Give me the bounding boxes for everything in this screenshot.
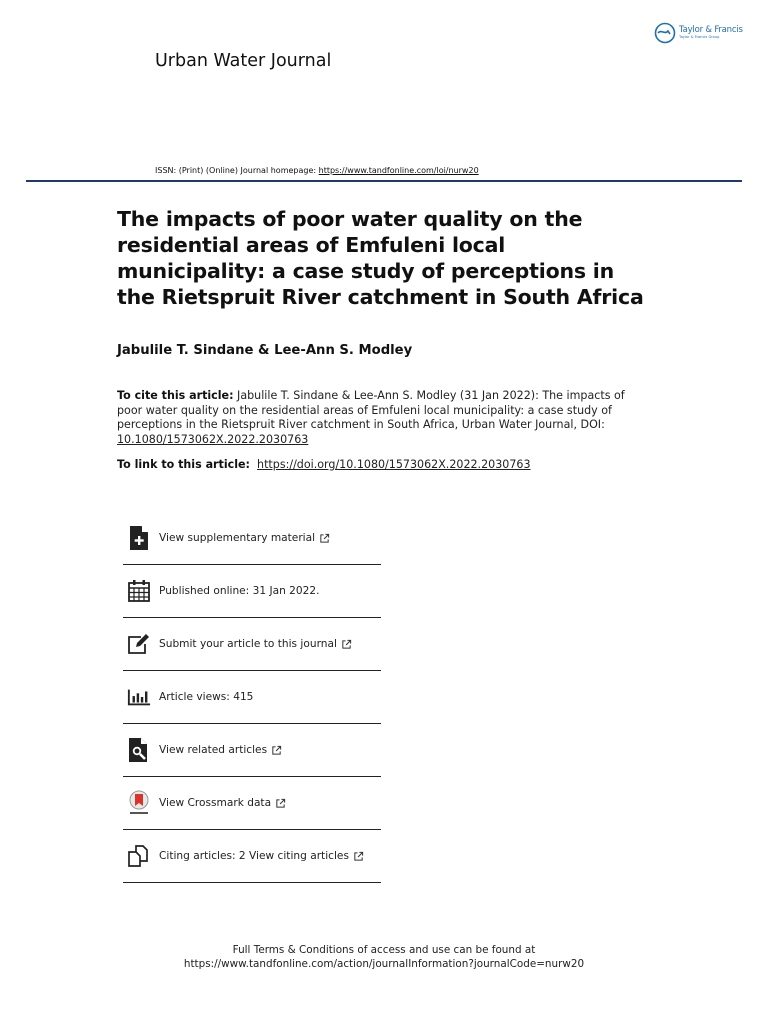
journal-homepage-link[interactable]: https://www.tandfonline.com/loi/nurw20 [318, 166, 479, 175]
footer-terms-url: https://www.tandfonline.com/action/journalInformation?journalCode=nurw20 [183, 958, 585, 970]
supplementary-label: View supplementary material [159, 532, 316, 544]
header-divider [26, 180, 742, 182]
list-item-supplementary[interactable] [123, 512, 381, 565]
edit-icon [127, 631, 151, 657]
list-item-citing[interactable] [123, 830, 381, 883]
issn-line [155, 166, 479, 175]
views-label: Article views: 415 [159, 691, 254, 703]
footer [0, 943, 768, 971]
list-item-submit[interactable] [123, 618, 381, 671]
article-link-line [117, 458, 531, 471]
published-label: Published online: 31 Jan 2022. [159, 585, 320, 597]
taylor-francis-logo [654, 22, 743, 44]
external-link-icon [341, 639, 352, 650]
bar-chart-icon [127, 684, 151, 710]
calendar-icon [127, 578, 151, 604]
list-item-crossmark[interactable] [123, 776, 381, 830]
external-link-icon [271, 745, 282, 756]
article-title: The impacts of poor water quality on the residential areas of Emfuleni local municipality: a case study of perceptions in the Rietspruit River catchment in South Africa [117, 207, 644, 309]
supplementary-file-icon [127, 525, 151, 551]
list-item-published [123, 565, 381, 618]
link-label: To link to this article: [117, 458, 250, 471]
list-item-views [123, 671, 381, 724]
external-link-icon [319, 533, 330, 544]
citing-articles-icon [127, 843, 151, 869]
publisher-group: Taylor & Francis Group [679, 35, 720, 40]
crossmark-icon [127, 790, 151, 816]
cite-text: Jabulile T. Sindane & Lee-Ann S. Modley (31 Jan 2022): The impacts of poor water quality on the residential areas of Emfuleni local municipality: a case study of perceptions in the Rietspruit River catchment in South Africa, Urban Water Journal, DOI: [117, 389, 625, 432]
submit-label: Submit your article to this journal [159, 638, 337, 650]
list-item-related[interactable] [123, 724, 381, 777]
external-link-icon [275, 798, 286, 809]
external-link-icon [353, 851, 364, 862]
cite-label: To cite this article: [117, 389, 234, 402]
footer-terms-text: Full Terms & Conditions of access and use can be found at [232, 944, 536, 956]
citing-label: Citing articles: 2 View citing articles [159, 850, 349, 862]
search-document-icon [127, 737, 151, 763]
related-label: View related articles [159, 744, 268, 756]
journal-title: Urban Water Journal [155, 51, 332, 71]
publisher-name: Taylor & Francis [679, 24, 743, 35]
taylor-francis-logo-icon [654, 22, 676, 44]
citation-block [117, 389, 637, 447]
article-info-list [123, 512, 381, 883]
cite-doi-link[interactable]: 10.1080/1573062X.2022.2030763 [117, 432, 309, 446]
article-authors: Jabulile T. Sindane & Lee-Ann S. Modley [117, 343, 413, 358]
issn-text: ISSN: (Print) (Online) Journal homepage: [155, 166, 319, 175]
article-doi-link[interactable]: https://doi.org/10.1080/1573062X.2022.2030763 [257, 458, 531, 471]
crossmark-label: View Crossmark data [159, 797, 272, 809]
